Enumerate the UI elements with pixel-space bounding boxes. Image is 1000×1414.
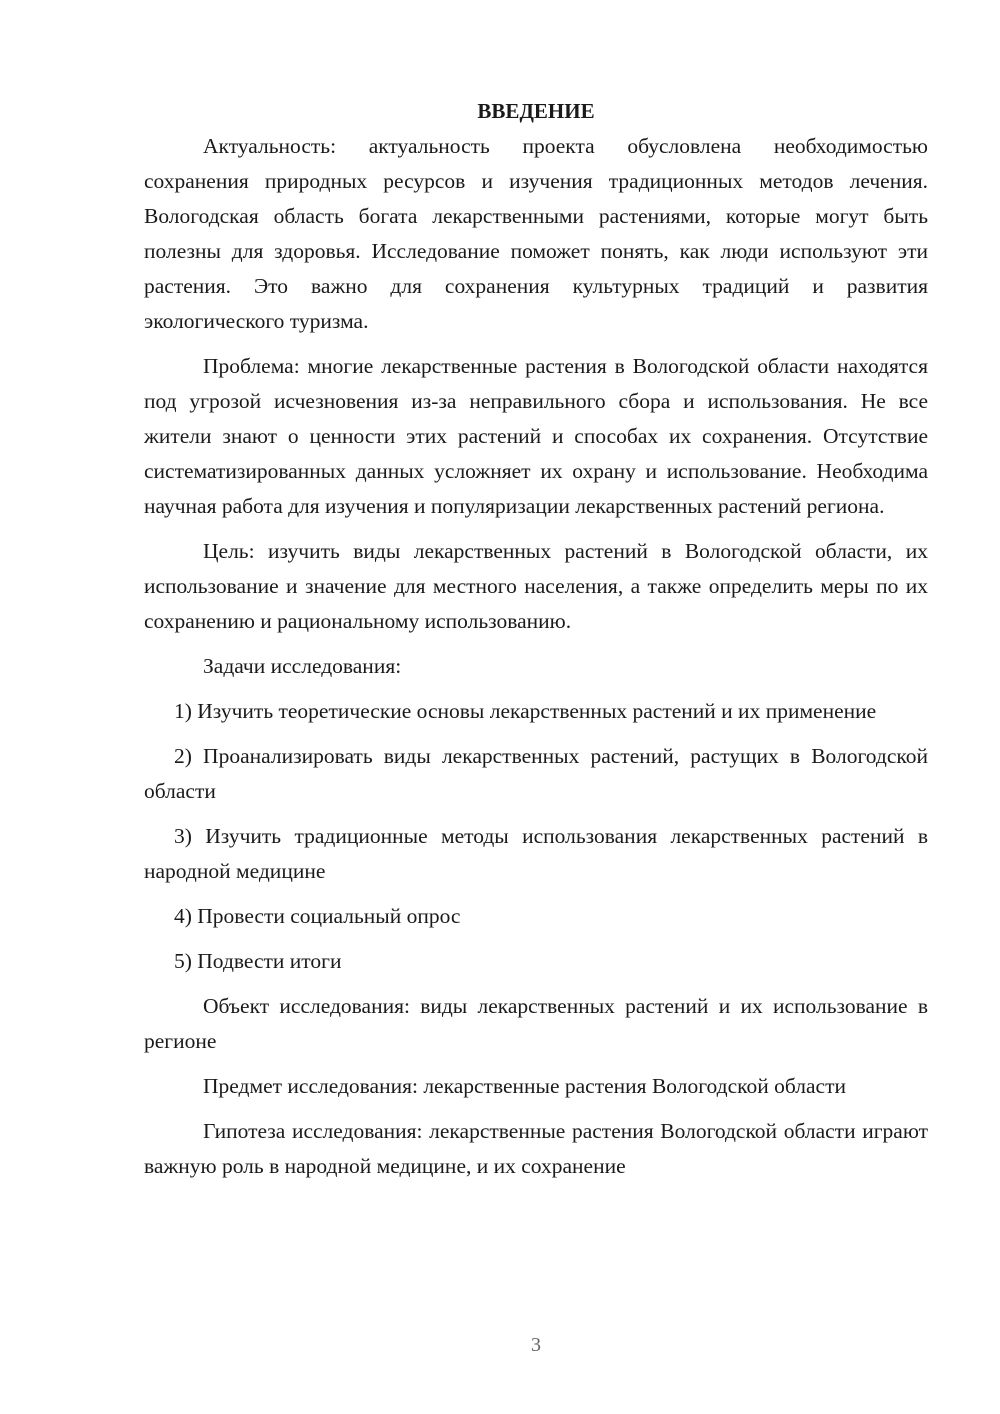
section-title: ВВЕДЕНИЕ bbox=[477, 99, 595, 123]
relevance-paragraph: Актуальность: актуальность проекта обусловлена необходимостью сохранения природных ресурсов и изучения традиционных методов лечения. Вологодская область богата лекарственными растениями, которые могут быть полезны для здоровья. Исследование поможет понять, как люди используют эти растения. Это важно для сохранения культурных традиций и развития экологического туризма. bbox=[144, 134, 928, 333]
task-item-5: 5) Подвести итоги bbox=[174, 949, 342, 973]
task-item-3: 3) Изучить традиционные методы использования лекарственных растений в народной медицине bbox=[144, 824, 928, 883]
subject-paragraph: Предмет исследования: лекарственные растения Вологодской области bbox=[203, 1074, 846, 1098]
page-number: 3 bbox=[531, 1334, 541, 1356]
page-content bbox=[144, 94, 928, 1184]
goal-paragraph: Цель: изучить виды лекарственных растений в Вологодской области, их использование и значение для местного населения, а также определить меры по их сохранению и рациональному использованию. bbox=[144, 539, 928, 633]
task-item-4: 4) Провести социальный опрос bbox=[174, 904, 461, 928]
tasks-heading: Задачи исследования: bbox=[203, 654, 402, 678]
hypothesis-paragraph: Гипотеза исследования: лекарственные растения Вологодской области играют важную роль в народной медицине, и их сохранение bbox=[144, 1119, 928, 1178]
object-paragraph: Объект исследования: виды лекарственных растений и их использование в регионе bbox=[144, 994, 928, 1053]
task-item-2: 2) Проанализировать виды лекарственных растений, растущих в Вологодской области bbox=[144, 744, 928, 803]
problem-paragraph: Проблема: многие лекарственные растения в Вологодской области находятся под угрозой исчезновения из-за неправильного сбора и использования. Не все жители знают о ценности этих растений и способах их сохранения. Отсутствие систематизированных данных усложняет их охрану и использование. Необходима научная работа для изучения и популяризации лекарственных растений региона. bbox=[144, 354, 928, 518]
task-item-1: 1) Изучить теоретические основы лекарственных растений и их применение bbox=[174, 699, 877, 723]
